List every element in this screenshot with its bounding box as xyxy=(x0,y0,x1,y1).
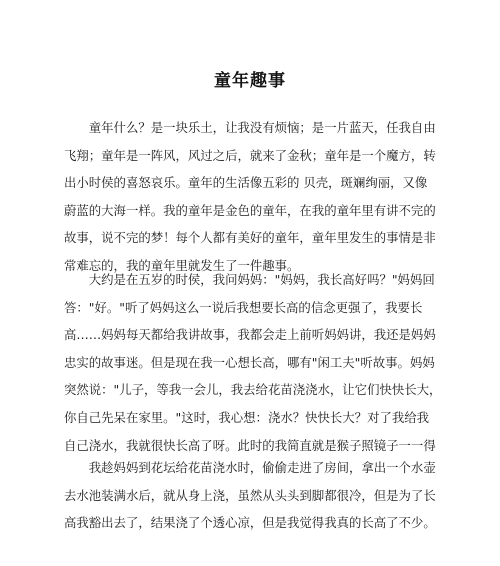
text-line: 出小时侯的喜怒哀乐。童年的生活像五彩的 贝壳，斑斓绚丽，又像 xyxy=(64,175,428,191)
text-line: 你自己先呆在家里。"这时，我心想：浇水？快快长大？对了我给我 xyxy=(64,409,430,425)
text-line: 自己浇水，我就很快长高了呀。此时的我简直就是猴子照镜子一一得 xyxy=(64,437,436,453)
text-line: 忠实的故事迷。但是现在我一心想长高，哪有"闲工夫"听故事。妈妈 xyxy=(64,354,435,370)
text-line: 高我豁出去了，结果浇了个透心凉，但是我觉得我真的长高了不少。 xyxy=(64,515,436,531)
paragraph-1 xyxy=(64,114,444,280)
text-line: 蔚蓝的大海一样。我的童年是金色的童年，在我的童年里有讲不完的 xyxy=(64,202,436,218)
paragraph-2 xyxy=(64,266,444,459)
text-line: 故事，说不完的梦！每个人都有美好的童年，童年里发生的事情是非 xyxy=(64,230,436,246)
text-line: 高……妈妈每天都给我讲故事，我都会走上前听妈妈讲，我还是妈妈 xyxy=(64,327,436,343)
text-line: 答："好。"听了妈妈这么一说后我想要长高的信念更强了，我要长 xyxy=(64,299,423,315)
text-line: 突然说："儿子，等我一会儿，我去给花苗浇浇水，让它们快快长大， xyxy=(64,382,442,398)
paragraph-3 xyxy=(64,454,444,537)
article-title: 童年趣事 xyxy=(214,71,286,91)
text-line: 童年什么？是一块乐土，让我没有烦恼；是一片蓝天，任我自由 xyxy=(64,120,436,135)
text-line: 飞翔；童年是一阵风，风过之后，就来了金秋；童年是一个魔方，转 xyxy=(64,147,436,163)
text-line: 大约是在五岁的时侯，我问妈妈："妈妈，我长高好吗？"妈妈回 xyxy=(64,272,435,287)
text-line: 去水池装满水后，就从身上浇，虽然从头头到脚都很冷，但是为了长 xyxy=(64,487,436,503)
text-line: 常难忘的，我的童年里就发生了一件趣事。 xyxy=(64,257,300,273)
text-line: 我趁妈妈到花坛给花苗浇水时，偷偷走进了房间，拿出一个水壶 xyxy=(64,460,436,475)
